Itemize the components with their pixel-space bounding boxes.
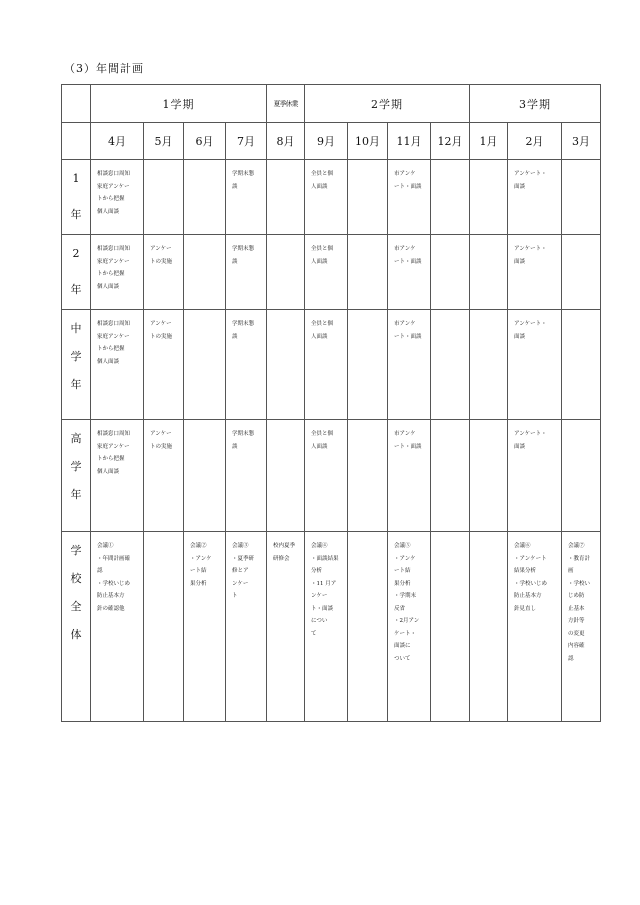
plan-cell-line: 止基本 (568, 605, 585, 612)
plan-cell-line: ・夏季研 (232, 555, 255, 562)
plan-cell-line: ート・面談 (394, 258, 422, 265)
plan-cell (91, 420, 144, 532)
plan-cell-line: トから把握 (97, 271, 125, 277)
plan-cell-line: 校内夏季 (273, 543, 296, 549)
plan-cell-line: 人面談 (311, 183, 328, 190)
month-header: 8月 (267, 123, 305, 160)
plan-cell (267, 420, 305, 532)
plan-cell (305, 420, 348, 532)
plan-cell-line: ・アンケート (514, 555, 547, 562)
plan-cell (470, 532, 508, 722)
plan-cell-line: アンケー (150, 431, 172, 437)
plan-cell-line: 面談 (514, 443, 526, 450)
plan-cell-line: 個人面談 (97, 208, 120, 215)
plan-cell (305, 160, 348, 235)
plan-cell (226, 420, 267, 532)
plan-cell (431, 420, 470, 532)
plan-cell (267, 532, 305, 722)
term-header-row (62, 85, 601, 123)
plan-cell (305, 235, 348, 310)
plan-cell-line: ・学期末 (394, 593, 417, 599)
plan-cell (508, 235, 562, 310)
plan-cell (562, 160, 601, 235)
plan-cell-line: ト・面談 (311, 605, 334, 612)
plan-cell (91, 160, 144, 235)
plan-cell-line: 家庭アンケー (97, 258, 130, 265)
grade-2-row (62, 235, 601, 310)
plan-cell (470, 160, 508, 235)
plan-cell-line: 方針等 (568, 618, 585, 624)
plan-cell (388, 235, 431, 310)
row-label-char: 年 (70, 208, 82, 221)
plan-cell (348, 532, 388, 722)
plan-cell-line: アンケート・ (514, 431, 547, 437)
plan-cell (388, 160, 431, 235)
row-label-char: 学 (70, 460, 82, 473)
plan-cell (91, 532, 144, 722)
plan-cell-line: 学期末懇 (232, 321, 255, 327)
plan-cell (431, 310, 470, 420)
plan-cell-line: 全員と個 (311, 431, 334, 437)
corner-cell (62, 85, 91, 123)
plan-cell-line: 人面談 (311, 443, 328, 450)
plan-cell (144, 310, 184, 420)
plan-cell-line: 会議⑤ (394, 543, 411, 549)
plan-cell-line: 市アンケ (394, 321, 416, 327)
month-header-row (62, 123, 601, 160)
plan-cell (470, 235, 508, 310)
plan-cell-line: ート・面談 (394, 333, 422, 340)
plan-cell-line: 全員と個 (311, 246, 334, 252)
plan-cell (508, 160, 562, 235)
plan-cell-line: ・アンケ (394, 555, 416, 562)
row-label-char: 校 (70, 572, 82, 585)
plan-cell-line: ・学校い (568, 580, 591, 587)
plan-cell-line: トから把握 (97, 346, 125, 352)
plan-cell-line: 市アンケ (394, 171, 416, 177)
plan-cell-line: 市アンケ (394, 246, 416, 252)
plan-cell-line: トの実施 (150, 333, 173, 340)
plan-cell-line: 分析 (311, 568, 323, 574)
plan-cell-line: て (311, 630, 317, 637)
plan-cell (348, 420, 388, 532)
plan-cell (470, 420, 508, 532)
month-header: 6月 (184, 123, 226, 160)
plan-cell-line: につい (311, 618, 328, 624)
plan-cell (470, 310, 508, 420)
plan-cell (562, 420, 601, 532)
plan-cell-line: 反省 (394, 605, 406, 612)
plan-cell-line: 果分析 (190, 580, 207, 587)
plan-cell (388, 310, 431, 420)
plan-cell-line: ート・面談 (394, 443, 422, 450)
plan-cell-line: 談 (232, 443, 238, 450)
section-heading: （3）年間計画 (64, 62, 144, 75)
row-label-char: 体 (70, 628, 82, 641)
month-header: 12月 (431, 123, 470, 160)
plan-cell (562, 310, 601, 420)
plan-cell-line: ンケー (311, 593, 328, 599)
plan-cell-line: 修とア (232, 568, 249, 574)
plan-cell-line: 個人面談 (97, 283, 120, 290)
plan-cell-line: 認 (568, 655, 574, 662)
plan-cell (226, 235, 267, 310)
plan-cell (431, 532, 470, 722)
row-label-char: 学 (70, 544, 82, 557)
plan-cell-line: ケート・ (394, 630, 417, 637)
plan-cell (508, 420, 562, 532)
row-label (62, 310, 91, 420)
plan-cell-line: 研修会 (273, 555, 290, 562)
row-label-char: 全 (70, 600, 82, 613)
plan-cell-line: トから把握 (97, 456, 125, 462)
plan-cell (562, 532, 601, 722)
month-header: 11月 (388, 123, 431, 160)
plan-cell (305, 310, 348, 420)
plan-cell-line: 会議② (190, 543, 207, 549)
plan-cell-line: 会議③ (232, 543, 249, 549)
plan-cell (388, 420, 431, 532)
month-header: 1月 (470, 123, 508, 160)
plan-cell-line: 結果分析 (514, 568, 537, 574)
plan-cell-line: 相談窓口周知 (97, 246, 131, 252)
plan-cell (305, 532, 348, 722)
month-header: 5月 (144, 123, 184, 160)
plan-cell (144, 160, 184, 235)
plan-cell (184, 420, 226, 532)
plan-cell (431, 160, 470, 235)
month-header: 3月 (562, 123, 601, 160)
plan-cell-line: 人面談 (311, 333, 328, 340)
whole-school-row (62, 532, 601, 722)
plan-cell (431, 235, 470, 310)
grade-1-row (62, 160, 601, 235)
plan-cell-line: トの実施 (150, 258, 173, 265)
plan-cell (226, 532, 267, 722)
plan-cell-line: 全員と個 (311, 321, 334, 327)
plan-cell-line: 相談窓口周知 (97, 431, 131, 437)
plan-cell (348, 310, 388, 420)
row-label (62, 420, 91, 532)
plan-cell-line: アンケート・ (514, 321, 547, 327)
summer-break-header: 夏季休業 (267, 85, 305, 123)
plan-cell (91, 310, 144, 420)
plan-cell-line: 会議⑥ (514, 543, 531, 549)
plan-cell (562, 235, 601, 310)
plan-cell-line: 針の確認他 (97, 605, 125, 612)
plan-cell-line: ・教育計 (568, 555, 591, 562)
plan-cell-line: アンケー (150, 246, 172, 252)
plan-cell (184, 160, 226, 235)
plan-cell (388, 532, 431, 722)
plan-cell (184, 310, 226, 420)
row-label-char: 1 (72, 172, 80, 185)
plan-cell-line: 全員と個 (311, 171, 334, 177)
plan-cell-line: ・学校いじめ (514, 580, 548, 587)
annual-plan-table (61, 84, 601, 722)
plan-cell-line: 学期末懇 (232, 171, 255, 177)
plan-cell-line: ート・面談 (394, 183, 422, 190)
plan-cell (267, 160, 305, 235)
plan-cell-line: 果分析 (394, 580, 411, 587)
plan-cell-line: 会議① (97, 543, 114, 549)
plan-cell-line: 会議④ (311, 543, 328, 549)
plan-cell-line: 防止基本方 (97, 593, 125, 599)
plan-cell-line: 個人面談 (97, 468, 120, 475)
plan-cell (184, 532, 226, 722)
plan-cell-line: ・学校いじめ (97, 580, 131, 587)
plan-cell-line: 防止基本方 (514, 593, 542, 599)
plan-cell-line: 家庭アンケー (97, 443, 130, 450)
plan-cell-line: アンケート・ (514, 246, 547, 252)
plan-cell-line: 談 (232, 333, 238, 340)
corner-cell (62, 123, 91, 160)
plan-cell-line: 相談窓口周知 (97, 321, 131, 327)
plan-cell-line: ・2月アン (394, 618, 420, 624)
term-1-header: 1学期 (91, 85, 267, 123)
row-label (62, 532, 91, 722)
row-label-char: 中 (70, 322, 82, 335)
month-header: 9月 (305, 123, 348, 160)
row-label (62, 160, 91, 235)
plan-cell (508, 310, 562, 420)
plan-cell-line: 相談窓口周知 (97, 171, 131, 177)
plan-cell-line: 面談 (514, 333, 526, 340)
row-label (62, 235, 91, 310)
plan-cell-line: 市アンケ (394, 431, 416, 437)
plan-cell-line: 会議⑦ (568, 543, 585, 549)
term-3-header: 3学期 (470, 85, 601, 123)
plan-cell-line: 内容確 (568, 643, 585, 649)
plan-cell-line: 個人面談 (97, 358, 120, 365)
plan-cell-line: アンケー (150, 321, 172, 327)
plan-cell-line: ・11 月ア (311, 580, 337, 587)
plan-cell (348, 160, 388, 235)
plan-cell (91, 235, 144, 310)
plan-cell-line: 人面談 (311, 258, 328, 265)
plan-cell-line: 認 (97, 568, 103, 574)
row-label-char: 学 (70, 350, 82, 363)
plan-cell-line: ついて (394, 655, 411, 662)
middle-grades-row (62, 310, 601, 420)
plan-cell-line: 家庭アンケー (97, 333, 130, 340)
plan-cell-line: トの実施 (150, 443, 173, 450)
row-label-char: 年 (70, 378, 82, 391)
plan-cell-line: 談 (232, 183, 238, 190)
plan-cell (226, 310, 267, 420)
plan-cell (144, 420, 184, 532)
month-header: 7月 (226, 123, 267, 160)
month-header: 10月 (348, 123, 388, 160)
month-header: 2月 (508, 123, 562, 160)
plan-cell (508, 532, 562, 722)
plan-cell-line: ト (232, 593, 238, 599)
plan-cell (348, 235, 388, 310)
plan-cell (267, 235, 305, 310)
plan-cell (144, 235, 184, 310)
plan-cell-line: 画 (568, 568, 574, 574)
plan-cell-line: ンケー (232, 580, 249, 587)
term-2-header: 2学期 (305, 85, 470, 123)
plan-cell (267, 310, 305, 420)
plan-cell-line: 面談 (514, 183, 526, 190)
plan-cell-line: 針見直し (514, 605, 537, 612)
plan-cell (144, 532, 184, 722)
plan-cell-line: の変更 (568, 630, 585, 637)
plan-cell-line: ート結 (190, 568, 207, 574)
plan-cell-line: トから把握 (97, 196, 125, 202)
month-header: 4月 (91, 123, 144, 160)
plan-cell-line: 家庭アンケー (97, 183, 130, 190)
plan-cell-line: ・アンケ (190, 555, 212, 562)
row-label-char: 年 (70, 283, 82, 296)
plan-cell (184, 235, 226, 310)
plan-cell-line: 学期末懇 (232, 246, 255, 252)
plan-cell-line: 面談 (514, 258, 526, 265)
plan-cell-line: じめ防 (568, 593, 585, 599)
plan-cell-line: ・年間計画確 (97, 555, 131, 562)
plan-cell-line: ・面談結果 (311, 555, 339, 562)
plan-cell-line: 面談に (394, 643, 411, 649)
plan-cell (226, 160, 267, 235)
upper-grades-row (62, 420, 601, 532)
plan-cell-line: 談 (232, 258, 238, 265)
row-label-char: 2 (72, 247, 80, 260)
plan-cell-line: アンケート・ (514, 171, 547, 177)
row-label-char: 高 (70, 432, 82, 445)
row-label-char: 年 (70, 488, 82, 501)
plan-cell-line: 学期末懇 (232, 431, 255, 437)
plan-cell-line: ート結 (394, 568, 411, 574)
